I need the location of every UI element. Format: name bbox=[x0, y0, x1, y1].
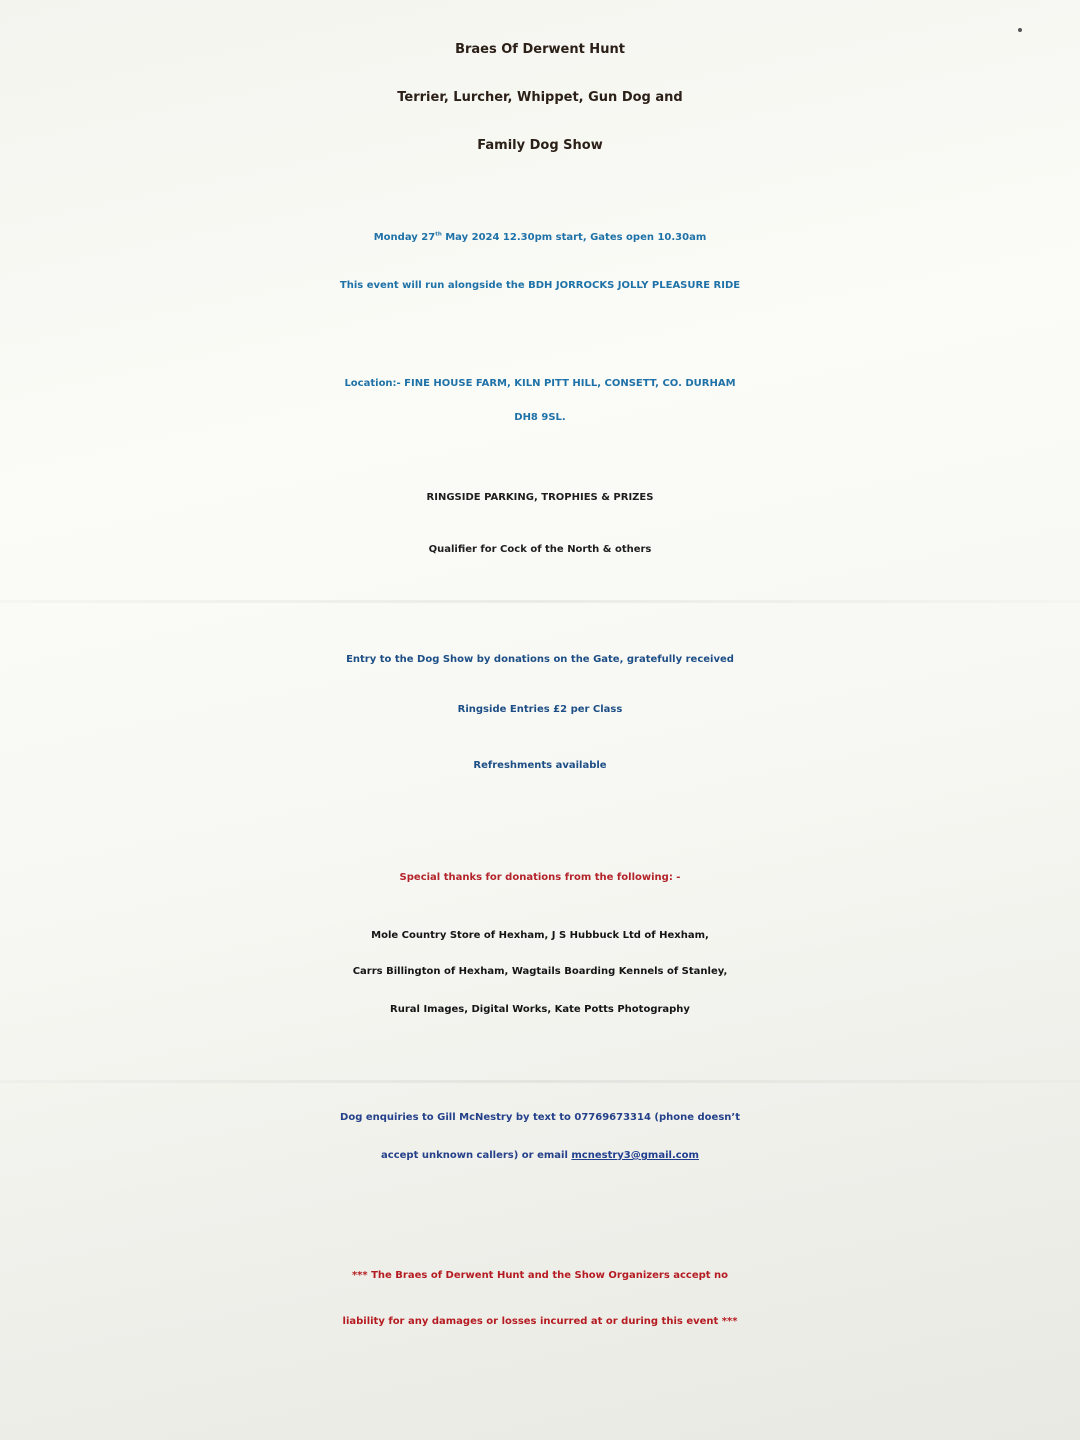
thanks-heading: Special thanks for donations from the following: - bbox=[399, 872, 681, 883]
date-ordinal: th bbox=[435, 231, 442, 238]
date-suffix: May 2024 12.30pm start, Gates open 10.30am bbox=[441, 232, 707, 243]
sponsors-line-3: Rural Images, Digital Works, Kate Potts Photography bbox=[390, 1004, 690, 1015]
location-line-2: DH8 9SL. bbox=[514, 412, 566, 423]
date-prefix: Monday 27 bbox=[373, 232, 436, 243]
paper-fold bbox=[0, 1080, 1080, 1083]
title-line-3: Family Dog Show bbox=[477, 138, 603, 153]
alongside-event: This event will run alongside the BDH JORROCKS JOLLY PLEASURE RIDE bbox=[339, 280, 741, 291]
location-line-1: Location:- FINE HOUSE FARM, KILN PITT HILL, CONSETT, CO. DURHAM bbox=[344, 378, 736, 389]
sponsors-line-2: Carrs Billington of Hexham, Wagtails Boarding Kennels of Stanley, bbox=[352, 966, 728, 977]
paper-fold bbox=[0, 600, 1080, 603]
paper-speck bbox=[1018, 28, 1022, 32]
disclaimer-line-1: *** The Braes of Derwent Hunt and the Show Organizers accept no bbox=[351, 1270, 729, 1281]
title-line-1: Braes Of Derwent Hunt bbox=[455, 42, 625, 57]
ringside-entries: Ringside Entries £2 per Class bbox=[457, 704, 623, 715]
title-line-2: Terrier, Lurcher, Whippet, Gun Dog and bbox=[397, 90, 683, 105]
qualifier: Qualifier for Cock of the North & others bbox=[428, 544, 652, 555]
enquiries-text: accept unknown callers) or email bbox=[381, 1150, 572, 1161]
ringside-parking: RINGSIDE PARKING, TROPHIES & PRIZES bbox=[426, 492, 654, 503]
refreshments: Refreshments available bbox=[473, 760, 607, 771]
entry-info: Entry to the Dog Show by donations on the Gate, gratefully received bbox=[346, 654, 734, 665]
sponsors-line-1: Mole Country Store of Hexham, J S Hubbuck Ltd of Hexham, bbox=[371, 930, 709, 941]
enquiries-line-2 bbox=[0, 1150, 1080, 1161]
disclaimer-line-2: liability for any damages or losses incurred at or during this event *** bbox=[342, 1316, 738, 1327]
event-date bbox=[0, 232, 1080, 243]
enquiries-line-1: Dog enquiries to Gill McNestry by text to 07769673314 (phone doesn’t bbox=[340, 1112, 740, 1123]
email-link[interactable]: mcnestry3@gmail.com bbox=[571, 1150, 699, 1161]
